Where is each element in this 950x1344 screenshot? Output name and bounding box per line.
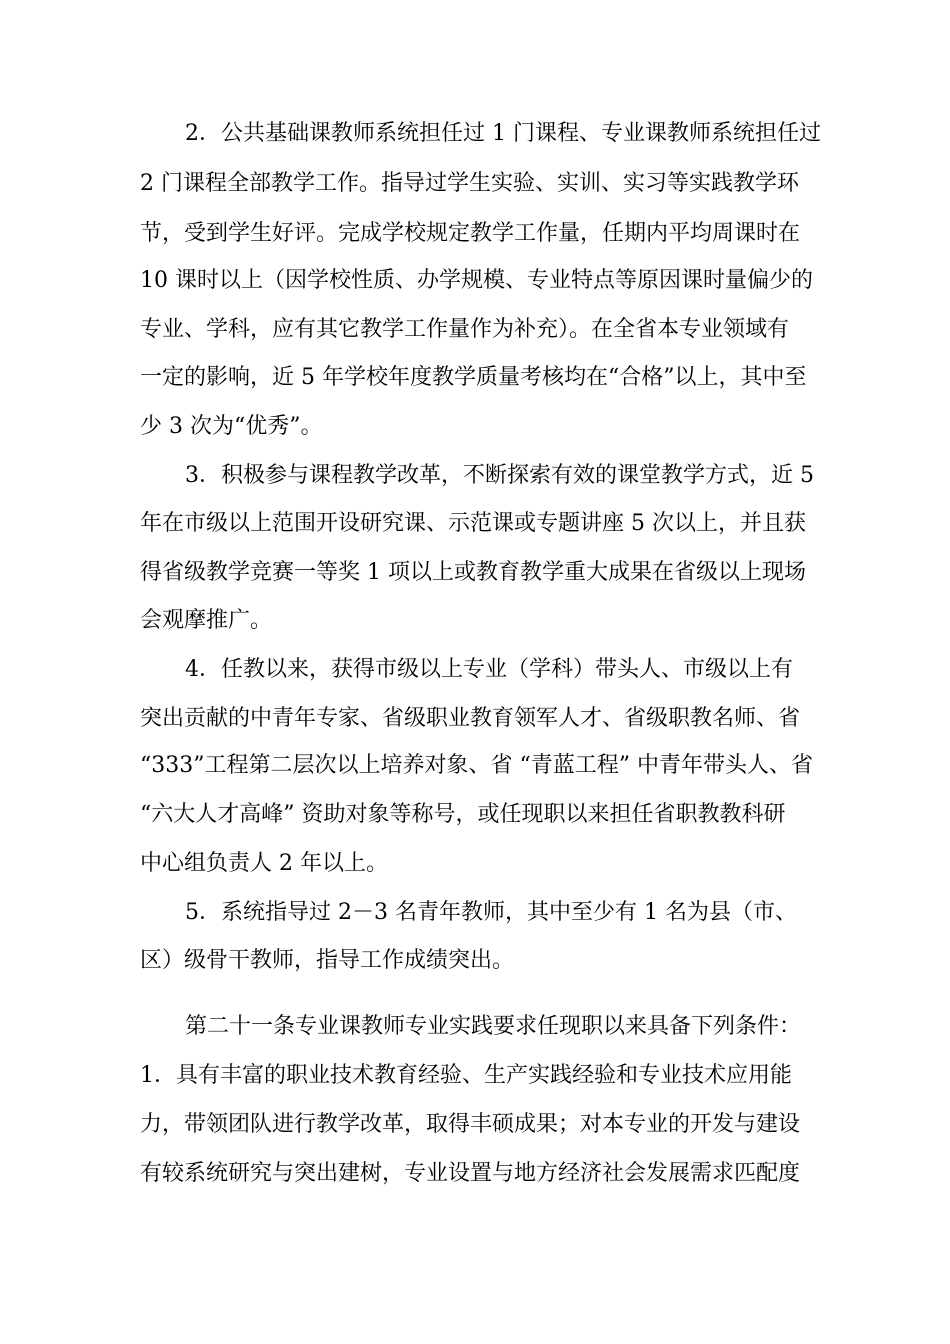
text-line: 区）级骨干教师，指导工作成绩突出。 xyxy=(140,948,515,973)
text-line: 专业、学科，应有其它教学工作量作为补充）。在全省本专业领域有 xyxy=(140,317,790,342)
text-line: 少 3 次为“优秀”。 xyxy=(140,414,323,439)
text-line: 年在市级以上范围开设研究课、示范课或专题讲座 5 次以上，并且获 xyxy=(140,511,806,536)
text-line: 中心组负责人 2 年以上。 xyxy=(140,851,388,876)
text-line: 得省级教学竞赛一等奖 1 项以上或教育教学重大成果在省级以上现场 xyxy=(140,560,806,585)
text-line: 5．系统指导过 2－3 名青年教师，其中至少有 1 名为县（市、 xyxy=(185,900,797,925)
text-line: 有较系统研究与突出建树，专业设置与地方经济社会发展需求匹配度 xyxy=(140,1161,801,1186)
text-line: 4．任教以来，获得市级以上专业（学科）带头人、市级以上有 xyxy=(185,657,793,682)
text-line: 2．公共基础课教师系统担任过 1 门课程、专业课教师系统担任过 xyxy=(185,121,821,146)
text-line: 会观摩推广。 xyxy=(140,608,273,633)
text-line: “六大人才高峰” 资助对象等称号，或任现职以来担任省职教教科研 xyxy=(140,802,786,827)
text-line: 1．具有丰富的职业技术教育经验、生产实践经验和专业技术应用能 xyxy=(140,1063,792,1088)
text-line: 10 课时以上（因学校性质、办学规模、专业特点等原因课时量偏少的 xyxy=(140,268,813,293)
text-line: 3．积极参与课程教学改革，不断探索有效的课堂教学方式，近 5 xyxy=(185,463,814,488)
text-line: “333”工程第二层次以上培养对象、省 “青蓝工程” 中青年带头人、省 xyxy=(140,753,813,778)
text-line: 一定的影响，近 5 年学校年度教学质量考核均在“合格”以上，其中至 xyxy=(140,365,807,390)
text-line: 突出贡献的中青年专家、省级职业教育领军人才、省级职教名师、省 xyxy=(140,706,801,731)
text-line: 2 门课程全部教学工作。指导过学生实验、实训、实习等实践教学环 xyxy=(140,171,799,196)
text-line: 力，带领团队进行教学改革，取得丰硕成果；对本专业的开发与建设 xyxy=(140,1112,801,1137)
text-line: 节，受到学生好评。完成学校规定教学工作量，任期内平均周课时在 xyxy=(140,221,801,246)
text-line: 第二十一条专业课教师专业实践要求任现职以来具备下列条件： xyxy=(185,1014,802,1039)
